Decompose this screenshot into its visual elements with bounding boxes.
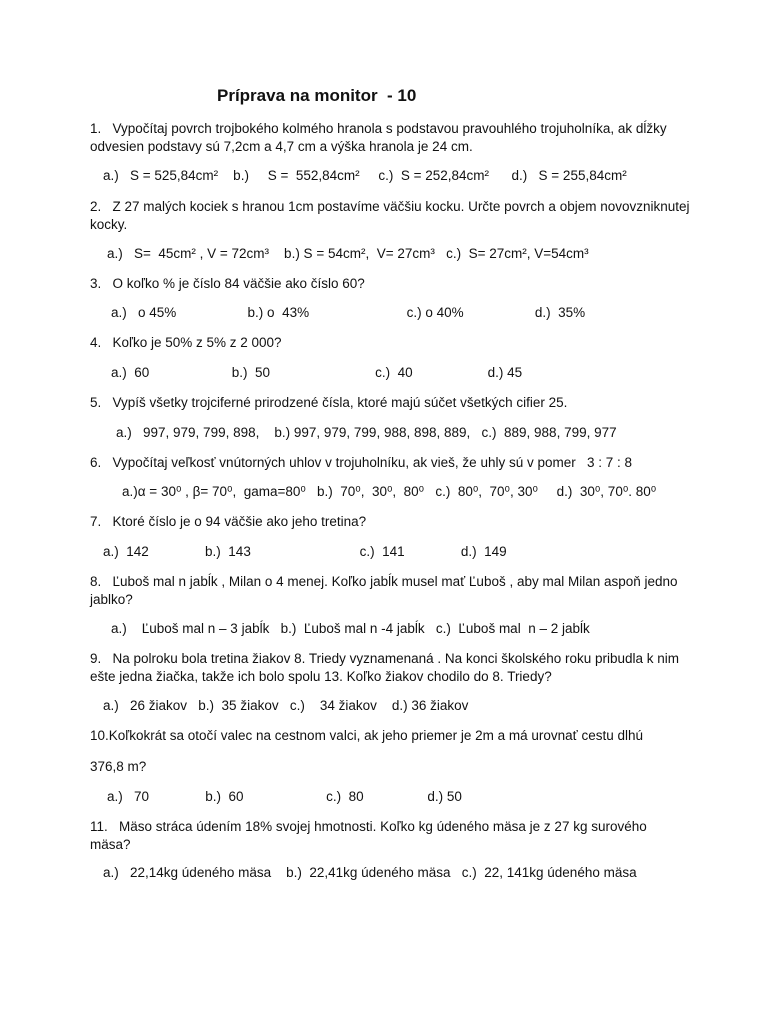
question-1-answers: a.) S = 525,84cm² b.) S = 552,84cm² c.) S = 252,84cm² d.) S = 255,84cm² [103,168,627,183]
question-3-text: 3. O koľko % je číslo 84 väčšie ako číslo 60? [90,276,365,291]
question-10-text: 10.Koľkokrát sa otočí valec na cestnom valci, ak jeho priemer je 2m a má urovnať cestu dlhú [90,728,644,743]
question-3-answers: a.) o 45% b.) o 43% c.) o 40% d.) 35% [111,305,586,320]
page-title: Príprava na monitor - 10 [217,86,417,105]
question-1-text: 1. Vypočítaj povrch trojbokého kolmého hranola s podstavou pravouhlého trojuholníka, ak dĺžky odvesien podstavy sú 7,2cm a 4,7 cm a výška hranola je 24 cm. [90,121,671,154]
question-10-text-continued: 376,8 m? [90,759,147,774]
question-5-text: 5. Vypíš všetky trojciferné prirodzené čísla, ktoré majú súčet všetkých cifier 25. [90,395,568,410]
question-9-answers: a.) 26 žiakov b.) 35 žiakov c.) 34 žiakov d.) 36 žiakov [103,698,469,713]
question-4-answers: a.) 60 b.) 50 c.) 40 d.) 45 [111,365,523,380]
question-11-text: 11. Mäso stráca údením 18% svojej hmotnosti. Koľko kg údeného mäsa je z 27 kg surového mäsa? [90,819,651,852]
question-7-text: 7. Ktoré číslo je o 94 väčšie ako jeho tretina? [90,514,367,529]
question-4-text: 4. Koľko je 50% z 5% z 2 000? [90,335,282,350]
question-8-text: 8. Ľuboš mal n jabĺk , Milan o 4 menej. Koľko jabĺk musel mať Ľuboš , aby mal Milan aspoň jedno jablko? [90,574,682,607]
question-11-answers: a.) 22,14kg údeného mäsa b.) 22,41kg údeného mäsa c.) 22, 141kg údeného mäsa [103,865,637,880]
question-10-answers: a.) 70 b.) 60 c.) 80 d.) 50 [107,789,462,804]
question-6-text: 6. Vypočítaj veľkosť vnútorných uhlov v trojuholníku, ak vieš, že uhly sú v pomer 3 : 7 : 8 [90,455,633,470]
question-2-answers: a.) S= 45cm² , V = 72cm³ b.) S = 54cm², V= 27cm³ c.) S= 27cm², V=54cm³ [107,246,589,261]
question-9-text: 9. Na polroku bola tretina žiakov 8. Triedy vyznamenaná . Na konci školského roku pribudla k nim ešte jedna žiačka, takže ich bolo spolu 13. Koľko žiakov chodilo do 8. Triedy? [90,651,683,684]
question-8-answers: a.) Ľuboš mal n – 3 jabĺk b.) Ľuboš mal n -4 jabĺk c.) Ľuboš mal n – 2 jabĺk [111,621,590,636]
question-5-answers: a.) 997, 979, 799, 898, b.) 997, 979, 799, 988, 898, 889, c.) 889, 988, 799, 977 [116,425,617,440]
question-2-text: 2. Z 27 malých kociek s hranou 1cm postavíme väčšiu kocku. Určte povrch a objem novovzniknutej kocky. [90,199,694,232]
question-6-answers: a.)α = 30⁰ , β= 70⁰, gama=80⁰ b.) 70⁰, 30⁰, 80⁰ c.) 80⁰, 70⁰, 30⁰ d.) 30⁰, 70⁰. 80⁰ [122,484,657,499]
question-7-answers: a.) 142 b.) 143 c.) 141 d.) 149 [103,544,507,559]
